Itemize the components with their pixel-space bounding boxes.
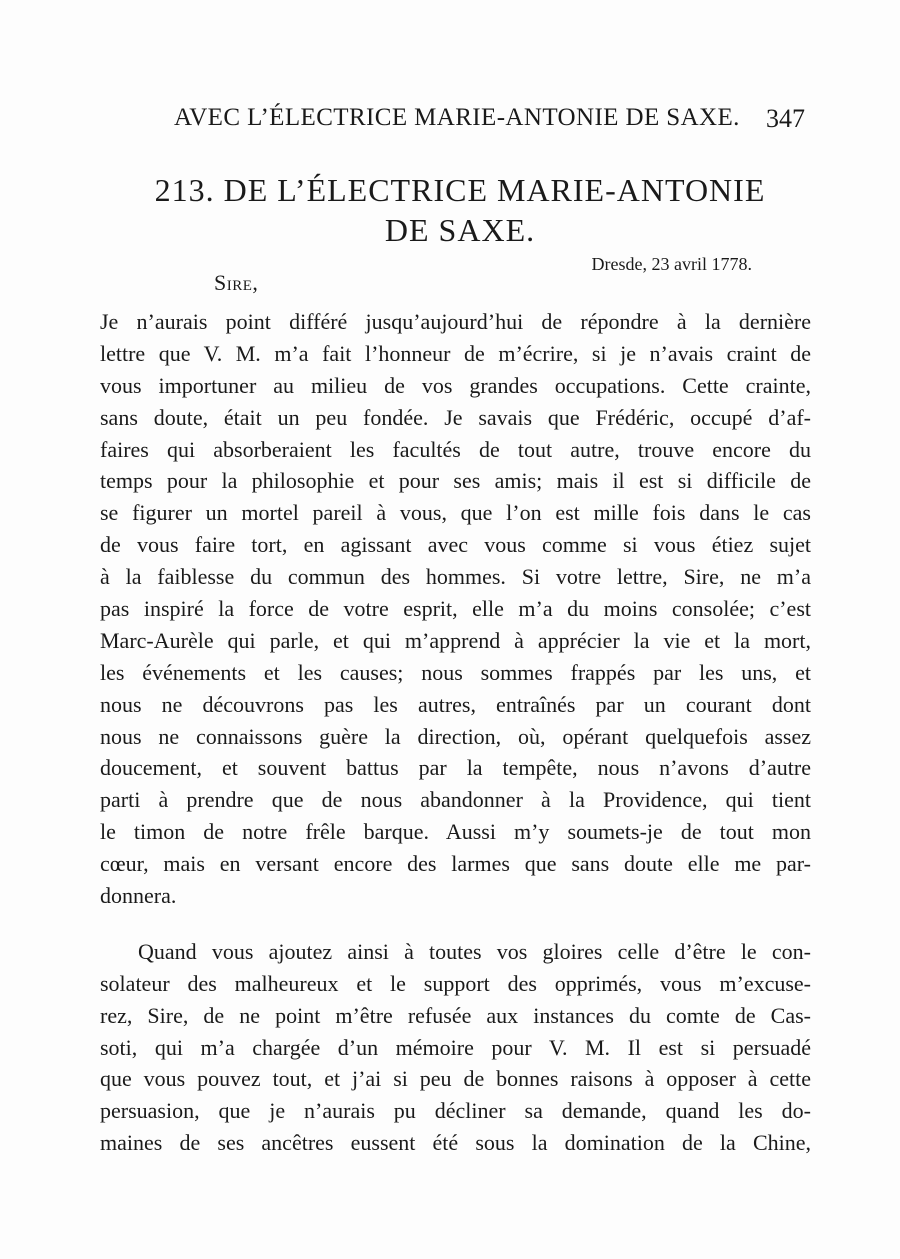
text-line: à la faiblesse du commun des hommes. Si votre lettre, Sire, ne m’a — [100, 564, 811, 590]
letter-body — [100, 306, 811, 1159]
text-line: donnera. — [100, 883, 177, 909]
text-line: temps pour la philosophie et pour ses amis; mais il est si difficile de — [100, 468, 811, 494]
letter-title — [120, 170, 800, 250]
text-line: faires qui absorberaient les facultés de tout autre, trouve encore du — [100, 436, 811, 462]
text-line: persuasion, que je n’aurais pu décliner sa demande, quand les do- — [100, 1098, 811, 1124]
paragraph-gap — [100, 912, 811, 936]
text-line: maines de ses ancêtres eussent été sous la domination de la Chine, — [100, 1130, 811, 1156]
text-line: les événements et les causes; nous sommes frappés par les uns, et — [100, 659, 811, 685]
text-line: soti, qui m’a chargée d’un mémoire pour V. M. Il est si persuadé — [100, 1034, 811, 1060]
text-line: doucement, et souvent battus par la tempête, nous n’avons d’autre — [100, 755, 811, 781]
text-line: se figurer un mortel pareil à vous, que l’on est mille fois dans le cas — [100, 500, 811, 526]
text-line: solateur des malheureux et le support des opprimés, vous m’excuse- — [100, 970, 811, 996]
running-head: AVEC L’ÉLECTRICE MARIE-ANTONIE DE SAXE. — [174, 104, 740, 131]
paragraph-2 — [100, 936, 811, 1159]
text-line: Marc-Aurèle qui parle, et qui m’apprend à apprécier la vie et la mort, — [100, 627, 811, 653]
letter-title-line-1: 213. DE L’ÉLECTRICE MARIE-ANTONIE — [154, 172, 766, 208]
text-line: sans doute, était un peu fondée. Je savais que Frédéric, occupé d’af- — [100, 404, 811, 430]
letter-title-line-2: DE SAXE. — [384, 212, 536, 248]
text-line: nous ne connaissons guère la direction, où, opérant quelquefois assez — [100, 723, 811, 749]
salutation: Sire, — [214, 270, 259, 295]
text-line: Quand vous ajoutez ainsi à toutes vos gloires celle d’être le con- — [138, 938, 811, 964]
text-line: nous ne découvrons pas les autres, entraînés par un courant dont — [100, 691, 811, 717]
dateline: Dresde, 23 avril 1778. — [591, 254, 752, 274]
text-line: parti à prendre que de nous abandonner à la Providence, qui tient — [100, 787, 811, 813]
paragraph-1 — [100, 306, 811, 912]
text-line: Je n’aurais point différé jusqu’aujourd’hui de répondre à la dernière — [100, 309, 811, 334]
text-line: lettre que V. M. m’a fait l’honneur de m’écrire, si je n’avais craint de — [100, 340, 811, 366]
text-line: rez, Sire, de ne point m’être refusée aux instances du comte de Cas- — [100, 1002, 811, 1028]
text-line: vous importuner au milieu de vos grandes occupations. Cette crainte, — [100, 372, 811, 398]
text-line: pas inspiré la force de votre esprit, elle m’a du moins consolée; c’est — [100, 596, 811, 622]
text-line: le timon de notre frêle barque. Aussi m’y soumets-je de tout mon — [100, 819, 811, 845]
text-line: cœur, mais en versant encore des larmes que sans doute elle me par- — [100, 851, 811, 877]
page-number: 347 — [766, 104, 805, 133]
text-line: de vous faire tort, en agissant avec vous comme si vous étiez sujet — [100, 532, 811, 558]
text-line: que vous pouvez tout, et j’ai si peu de bonnes raisons à opposer à cette — [100, 1066, 811, 1092]
